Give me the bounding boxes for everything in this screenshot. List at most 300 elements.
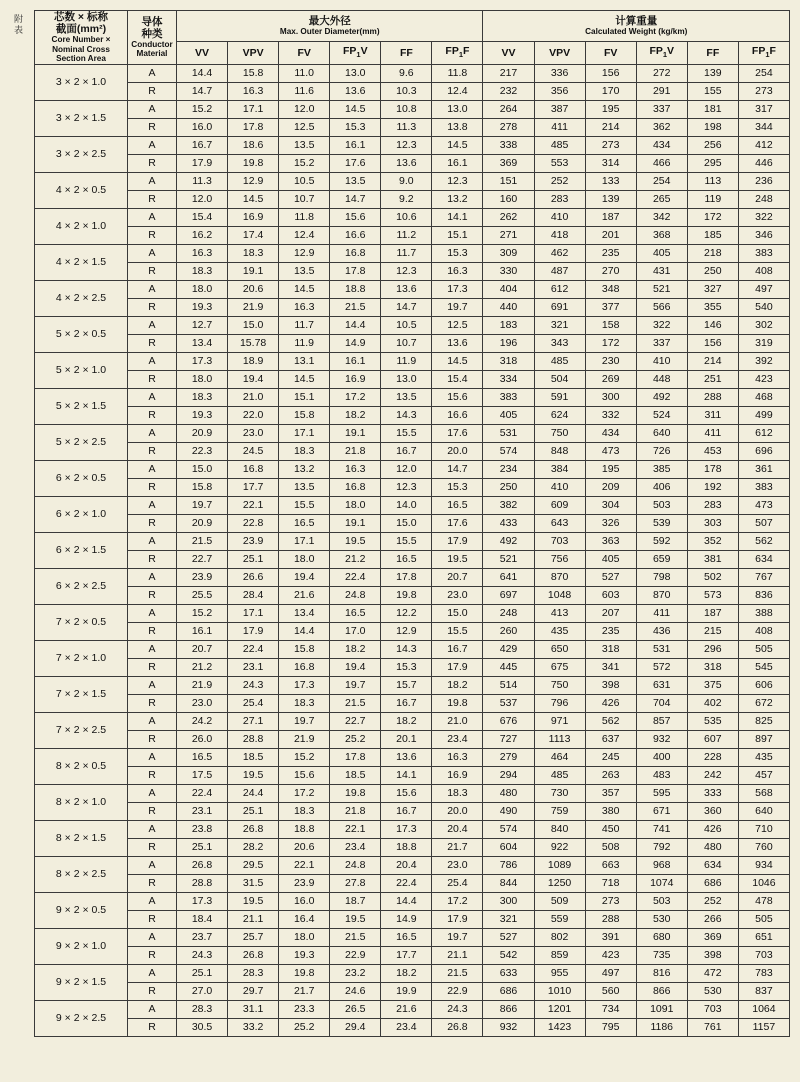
cell-value: 19.5 bbox=[228, 766, 279, 784]
table-row bbox=[35, 892, 790, 910]
cell-value: 676 bbox=[483, 712, 534, 730]
cell-value: 13.0 bbox=[432, 100, 483, 118]
table-row bbox=[35, 658, 790, 676]
table-row bbox=[35, 136, 790, 154]
cell-value: 18.3 bbox=[432, 784, 483, 802]
cell-value: 21.7 bbox=[432, 838, 483, 856]
table-row bbox=[35, 748, 790, 766]
cell-value: 11.8 bbox=[279, 208, 330, 226]
cell-value: 170 bbox=[585, 82, 636, 100]
cell-value: 252 bbox=[687, 892, 738, 910]
cell-value: 1201 bbox=[534, 1000, 585, 1018]
cell-value: 592 bbox=[636, 532, 687, 550]
table-row bbox=[35, 820, 790, 838]
cell-core-spec: 3 × 2 × 1.5 bbox=[35, 100, 128, 136]
cell-value: 607 bbox=[687, 730, 738, 748]
cell-value: 14.7 bbox=[330, 190, 381, 208]
cell-value: 761 bbox=[687, 1018, 738, 1036]
cell-value: 9.0 bbox=[381, 172, 432, 190]
cell-value: 509 bbox=[534, 892, 585, 910]
cell-value: 21.8 bbox=[330, 442, 381, 460]
header-col-fp1f: $FP_1F$ bbox=[738, 41, 789, 64]
cell-value: 483 bbox=[636, 766, 687, 784]
cell-value: 342 bbox=[636, 208, 687, 226]
cell-value: 26.8 bbox=[228, 946, 279, 964]
cell-core-spec: 4 × 2 × 1.5 bbox=[35, 244, 128, 280]
cell-conductor-material: R bbox=[128, 730, 177, 748]
cell-value: 33.2 bbox=[228, 1018, 279, 1036]
cell-value: 304 bbox=[585, 496, 636, 514]
cell-value: 559 bbox=[534, 910, 585, 928]
cell-value: 22.4 bbox=[177, 784, 228, 802]
cell-value: 26.8 bbox=[177, 856, 228, 874]
cell-value: 377 bbox=[585, 298, 636, 316]
cell-value: 591 bbox=[534, 388, 585, 406]
cell-value: 250 bbox=[687, 262, 738, 280]
cell-value: 464 bbox=[534, 748, 585, 766]
cell-value: 20.0 bbox=[432, 802, 483, 820]
cell-value: 16.1 bbox=[330, 352, 381, 370]
cell-value: 15.2 bbox=[177, 100, 228, 118]
cell-value: 18.5 bbox=[228, 748, 279, 766]
cell-value: 172 bbox=[585, 334, 636, 352]
cell-value: 15.4 bbox=[177, 208, 228, 226]
cell-value: 10.7 bbox=[381, 334, 432, 352]
table-row bbox=[35, 928, 790, 946]
cell-value: 20.7 bbox=[432, 568, 483, 586]
cell-value: 17.2 bbox=[432, 892, 483, 910]
cell-value: 16.0 bbox=[279, 892, 330, 910]
cell-conductor-material: A bbox=[128, 316, 177, 334]
cell-value: 18.2 bbox=[381, 964, 432, 982]
cell-value: 13.4 bbox=[177, 334, 228, 352]
cell-conductor-material: R bbox=[128, 82, 177, 100]
cell-value: 18.2 bbox=[432, 676, 483, 694]
cell-value: 21.1 bbox=[432, 946, 483, 964]
cell-value: 440 bbox=[483, 298, 534, 316]
cell-value: 12.0 bbox=[279, 100, 330, 118]
cell-value: 837 bbox=[738, 982, 789, 1000]
cell-value: 16.7 bbox=[432, 640, 483, 658]
cell-value: 28.8 bbox=[228, 730, 279, 748]
cell-value: 12.5 bbox=[432, 316, 483, 334]
cell-value: 13.5 bbox=[381, 388, 432, 406]
table-row bbox=[35, 766, 790, 784]
cell-value: 183 bbox=[483, 316, 534, 334]
cell-value: 411 bbox=[636, 604, 687, 622]
table-row bbox=[35, 460, 790, 478]
cell-value: 270 bbox=[585, 262, 636, 280]
cell-value: 16.1 bbox=[177, 622, 228, 640]
cell-value: 15.8 bbox=[177, 478, 228, 496]
cell-conductor-material: A bbox=[128, 208, 177, 226]
cell-value: 156 bbox=[687, 334, 738, 352]
cell-value: 266 bbox=[687, 910, 738, 928]
cell-value: 19.4 bbox=[228, 370, 279, 388]
cell-value: 265 bbox=[636, 190, 687, 208]
cell-value: 16.1 bbox=[432, 154, 483, 172]
cell-value: 18.5 bbox=[330, 766, 381, 784]
cell-value: 113 bbox=[687, 172, 738, 190]
cell-value: 17.3 bbox=[381, 820, 432, 838]
cell-value: 641 bbox=[483, 568, 534, 586]
cell-value: 217 bbox=[483, 64, 534, 82]
cell-value: 242 bbox=[687, 766, 738, 784]
cell-value: 294 bbox=[483, 766, 534, 784]
cell-value: 429 bbox=[483, 640, 534, 658]
cell-value: 750 bbox=[534, 424, 585, 442]
cell-value: 14.3 bbox=[381, 406, 432, 424]
cell-conductor-material: R bbox=[128, 586, 177, 604]
cell-value: 228 bbox=[687, 748, 738, 766]
cell-conductor-material: A bbox=[128, 568, 177, 586]
table-row bbox=[35, 316, 790, 334]
cell-conductor-material: R bbox=[128, 334, 177, 352]
cell-value: 151 bbox=[483, 172, 534, 190]
cell-value: 431 bbox=[636, 262, 687, 280]
cell-value: 535 bbox=[687, 712, 738, 730]
cell-value: 524 bbox=[636, 406, 687, 424]
table-row bbox=[35, 874, 790, 892]
cell-conductor-material: R bbox=[128, 1018, 177, 1036]
cell-value: 1048 bbox=[534, 586, 585, 604]
cell-value: 478 bbox=[738, 892, 789, 910]
cell-value: 19.7 bbox=[330, 676, 381, 694]
cell-value: 12.3 bbox=[381, 136, 432, 154]
cell-value: 418 bbox=[534, 226, 585, 244]
cell-value: 16.8 bbox=[330, 244, 381, 262]
cell-conductor-material: A bbox=[128, 532, 177, 550]
cell-value: 381 bbox=[687, 550, 738, 568]
cell-value: 283 bbox=[534, 190, 585, 208]
cell-conductor-material: R bbox=[128, 442, 177, 460]
cell-conductor-material: A bbox=[128, 964, 177, 982]
cell-value: 25.1 bbox=[228, 802, 279, 820]
cell-value: 28.3 bbox=[228, 964, 279, 982]
table-row bbox=[35, 100, 790, 118]
cell-value: 15.3 bbox=[330, 118, 381, 136]
cell-value: 25.1 bbox=[228, 550, 279, 568]
cell-conductor-material: R bbox=[128, 190, 177, 208]
cell-core-spec: 5 × 2 × 2.5 bbox=[35, 424, 128, 460]
table-row bbox=[35, 694, 790, 712]
cell-conductor-material: R bbox=[128, 118, 177, 136]
cell-value: 30.5 bbox=[177, 1018, 228, 1036]
cell-conductor-material: A bbox=[128, 100, 177, 118]
cell-core-spec: 8 × 2 × 2.5 bbox=[35, 856, 128, 892]
cell-value: 539 bbox=[636, 514, 687, 532]
cell-value: 368 bbox=[636, 226, 687, 244]
table-row bbox=[35, 856, 790, 874]
cell-value: 423 bbox=[585, 946, 636, 964]
cell-value: 24.4 bbox=[228, 784, 279, 802]
cell-value: 18.8 bbox=[330, 280, 381, 298]
cell-value: 18.0 bbox=[177, 280, 228, 298]
cell-core-spec: 6 × 2 × 1.5 bbox=[35, 532, 128, 568]
cell-value: 20.9 bbox=[177, 514, 228, 532]
cell-value: 603 bbox=[585, 586, 636, 604]
cell-value: 22.4 bbox=[381, 874, 432, 892]
cell-value: 473 bbox=[738, 496, 789, 514]
cell-value: 505 bbox=[738, 640, 789, 658]
cell-value: 13.5 bbox=[279, 478, 330, 496]
cell-value: 311 bbox=[687, 406, 738, 424]
cell-value: 631 bbox=[636, 676, 687, 694]
cell-value: 23.1 bbox=[228, 658, 279, 676]
cell-value: 343 bbox=[534, 334, 585, 352]
table-row bbox=[35, 784, 790, 802]
cell-value: 356 bbox=[534, 82, 585, 100]
cell-value: 19.3 bbox=[279, 946, 330, 964]
cell-core-spec: 3 × 2 × 1.0 bbox=[35, 64, 128, 100]
cell-value: 760 bbox=[738, 838, 789, 856]
cell-value: 11.9 bbox=[279, 334, 330, 352]
cell-value: 15.6 bbox=[432, 388, 483, 406]
cell-value: 15.3 bbox=[432, 478, 483, 496]
cell-value: 263 bbox=[585, 766, 636, 784]
cell-value: 19.5 bbox=[330, 910, 381, 928]
cell-value: 15.78 bbox=[228, 334, 279, 352]
cell-value: 553 bbox=[534, 154, 585, 172]
cell-value: 344 bbox=[738, 118, 789, 136]
cell-value: 18.7 bbox=[330, 892, 381, 910]
cell-value: 480 bbox=[687, 838, 738, 856]
cell-value: 767 bbox=[738, 568, 789, 586]
cell-value: 19.9 bbox=[381, 982, 432, 1000]
cell-value: 295 bbox=[687, 154, 738, 172]
table-row bbox=[35, 262, 790, 280]
cell-value: 445 bbox=[483, 658, 534, 676]
cell-value: 680 bbox=[636, 928, 687, 946]
cell-value: 480 bbox=[483, 784, 534, 802]
table-row bbox=[35, 118, 790, 136]
cell-value: 606 bbox=[738, 676, 789, 694]
cell-value: 22.4 bbox=[228, 640, 279, 658]
cell-value: 19.4 bbox=[279, 568, 330, 586]
cell-value: 17.3 bbox=[177, 352, 228, 370]
cell-value: 12.9 bbox=[279, 244, 330, 262]
cell-core-spec: 4 × 2 × 1.0 bbox=[35, 208, 128, 244]
cell-value: 13.0 bbox=[330, 64, 381, 82]
cell-value: 25.1 bbox=[177, 838, 228, 856]
table-row bbox=[35, 802, 790, 820]
cell-conductor-material: R bbox=[128, 550, 177, 568]
cell-value: 13.6 bbox=[381, 748, 432, 766]
cell-value: 16.0 bbox=[177, 118, 228, 136]
cell-value: 250 bbox=[483, 478, 534, 496]
cell-value: 22.1 bbox=[228, 496, 279, 514]
cell-value: 363 bbox=[585, 532, 636, 550]
cell-value: 423 bbox=[738, 370, 789, 388]
cell-value: 13.5 bbox=[279, 136, 330, 154]
cell-value: 21.5 bbox=[330, 694, 381, 712]
cell-value: 337 bbox=[636, 334, 687, 352]
cell-value: 260 bbox=[483, 622, 534, 640]
cell-value: 446 bbox=[738, 154, 789, 172]
cell-value: 19.1 bbox=[330, 424, 381, 442]
cell-value: 195 bbox=[585, 460, 636, 478]
cell-value: 572 bbox=[636, 658, 687, 676]
cell-value: 663 bbox=[585, 856, 636, 874]
cell-value: 10.6 bbox=[381, 208, 432, 226]
cell-value: 264 bbox=[483, 100, 534, 118]
cell-conductor-material: R bbox=[128, 766, 177, 784]
cell-value: 410 bbox=[534, 478, 585, 496]
cell-value: 15.3 bbox=[432, 244, 483, 262]
cell-value: 1157 bbox=[738, 1018, 789, 1036]
cell-value: 15.0 bbox=[381, 514, 432, 532]
cell-core-spec: 4 × 2 × 2.5 bbox=[35, 280, 128, 316]
cell-value: 16.7 bbox=[381, 442, 432, 460]
cell-value: 562 bbox=[585, 712, 636, 730]
cell-value: 870 bbox=[534, 568, 585, 586]
cell-value: 271 bbox=[483, 226, 534, 244]
cell-core-spec: 4 × 2 × 0.5 bbox=[35, 172, 128, 208]
cell-value: 235 bbox=[585, 622, 636, 640]
cell-value: 405 bbox=[585, 550, 636, 568]
cell-value: 703 bbox=[534, 532, 585, 550]
cell-conductor-material: R bbox=[128, 658, 177, 676]
cell-value: 322 bbox=[738, 208, 789, 226]
cell-value: 17.6 bbox=[432, 514, 483, 532]
cell-value: 26.6 bbox=[228, 568, 279, 586]
table-row bbox=[35, 964, 790, 982]
cell-value: 624 bbox=[534, 406, 585, 424]
table-row bbox=[35, 604, 790, 622]
cell-value: 375 bbox=[687, 676, 738, 694]
cell-value: 214 bbox=[687, 352, 738, 370]
cell-value: 23.4 bbox=[432, 730, 483, 748]
cell-value: 355 bbox=[687, 298, 738, 316]
cell-value: 426 bbox=[585, 694, 636, 712]
cell-value: 503 bbox=[636, 892, 687, 910]
cell-value: 14.5 bbox=[279, 280, 330, 298]
cell-value: 434 bbox=[585, 424, 636, 442]
cell-value: 492 bbox=[483, 532, 534, 550]
cell-value: 507 bbox=[738, 514, 789, 532]
cell-value: 16.7 bbox=[177, 136, 228, 154]
cell-value: 317 bbox=[738, 100, 789, 118]
cell-value: 334 bbox=[483, 370, 534, 388]
cell-value: 155 bbox=[687, 82, 738, 100]
cell-value: 21.6 bbox=[381, 1000, 432, 1018]
cell-value: 16.5 bbox=[381, 550, 432, 568]
cell-value: 21.7 bbox=[279, 982, 330, 1000]
cell-value: 234 bbox=[483, 460, 534, 478]
cell-value: 24.3 bbox=[432, 1000, 483, 1018]
cell-value: 296 bbox=[687, 640, 738, 658]
cell-value: 527 bbox=[483, 928, 534, 946]
cell-conductor-material: R bbox=[128, 478, 177, 496]
cell-value: 562 bbox=[738, 532, 789, 550]
cell-conductor-material: R bbox=[128, 298, 177, 316]
cell-value: 14.9 bbox=[381, 910, 432, 928]
cell-core-spec: 9 × 2 × 2.5 bbox=[35, 1000, 128, 1036]
cell-value: 15.5 bbox=[381, 424, 432, 442]
cell-value: 16.7 bbox=[381, 694, 432, 712]
cell-value: 369 bbox=[483, 154, 534, 172]
cell-value: 300 bbox=[585, 388, 636, 406]
cell-value: 21.2 bbox=[330, 550, 381, 568]
cell-value: 283 bbox=[687, 496, 738, 514]
table-row bbox=[35, 298, 790, 316]
cell-conductor-material: A bbox=[128, 388, 177, 406]
cell-value: 23.0 bbox=[432, 856, 483, 874]
table-row bbox=[35, 388, 790, 406]
cell-value: 178 bbox=[687, 460, 738, 478]
table-row bbox=[35, 532, 790, 550]
cell-value: 139 bbox=[687, 64, 738, 82]
cell-value: 28.3 bbox=[177, 1000, 228, 1018]
cell-value: 22.8 bbox=[228, 514, 279, 532]
cell-value: 697 bbox=[483, 586, 534, 604]
cell-value: 256 bbox=[687, 136, 738, 154]
cell-value: 15.5 bbox=[432, 622, 483, 640]
cell-value: 408 bbox=[738, 622, 789, 640]
table-row bbox=[35, 514, 790, 532]
table-row bbox=[35, 712, 790, 730]
cell-value: 26.0 bbox=[177, 730, 228, 748]
cell-conductor-material: A bbox=[128, 748, 177, 766]
cell-value: 17.2 bbox=[330, 388, 381, 406]
cell-value: 10.3 bbox=[381, 82, 432, 100]
cell-value: 22.9 bbox=[432, 982, 483, 1000]
cell-value: 11.9 bbox=[381, 352, 432, 370]
cell-value: 16.7 bbox=[381, 802, 432, 820]
cell-value: 14.0 bbox=[381, 496, 432, 514]
cell-value: 309 bbox=[483, 244, 534, 262]
cell-value: 348 bbox=[585, 280, 636, 298]
cell-value: 17.0 bbox=[330, 622, 381, 640]
cell-value: 13.5 bbox=[279, 262, 330, 280]
cell-value: 23.9 bbox=[228, 532, 279, 550]
table-row bbox=[35, 496, 790, 514]
cell-value: 531 bbox=[483, 424, 534, 442]
cell-value: 215 bbox=[687, 622, 738, 640]
cell-value: 18.6 bbox=[228, 136, 279, 154]
cell-value: 15.1 bbox=[279, 388, 330, 406]
cell-value: 792 bbox=[636, 838, 687, 856]
header-outer-diameter: 最大外径 Max. Outer Diameter(mm) bbox=[177, 11, 483, 42]
cell-value: 17.2 bbox=[279, 784, 330, 802]
cell-value: 185 bbox=[687, 226, 738, 244]
cell-value: 825 bbox=[738, 712, 789, 730]
table-row bbox=[35, 640, 790, 658]
cell-value: 29.5 bbox=[228, 856, 279, 874]
table-row bbox=[35, 334, 790, 352]
cell-value: 25.4 bbox=[228, 694, 279, 712]
cell-value: 31.1 bbox=[228, 1000, 279, 1018]
table-row bbox=[35, 1018, 790, 1036]
cell-value: 17.8 bbox=[381, 568, 432, 586]
cell-value: 499 bbox=[738, 406, 789, 424]
cell-value: 17.8 bbox=[330, 748, 381, 766]
cell-conductor-material: A bbox=[128, 244, 177, 262]
cell-value: 408 bbox=[738, 262, 789, 280]
cell-value: 634 bbox=[687, 856, 738, 874]
cell-value: 18.0 bbox=[279, 550, 330, 568]
cell-value: 633 bbox=[483, 964, 534, 982]
cell-value: 866 bbox=[636, 982, 687, 1000]
cell-value: 322 bbox=[636, 316, 687, 334]
cell-value: 139 bbox=[585, 190, 636, 208]
cell-value: 15.3 bbox=[381, 658, 432, 676]
cell-value: 16.5 bbox=[279, 514, 330, 532]
header-col-fv: FV bbox=[279, 41, 330, 64]
cell-value: 17.5 bbox=[177, 766, 228, 784]
cell-value: 12.7 bbox=[177, 316, 228, 334]
cell-value: 16.3 bbox=[279, 298, 330, 316]
